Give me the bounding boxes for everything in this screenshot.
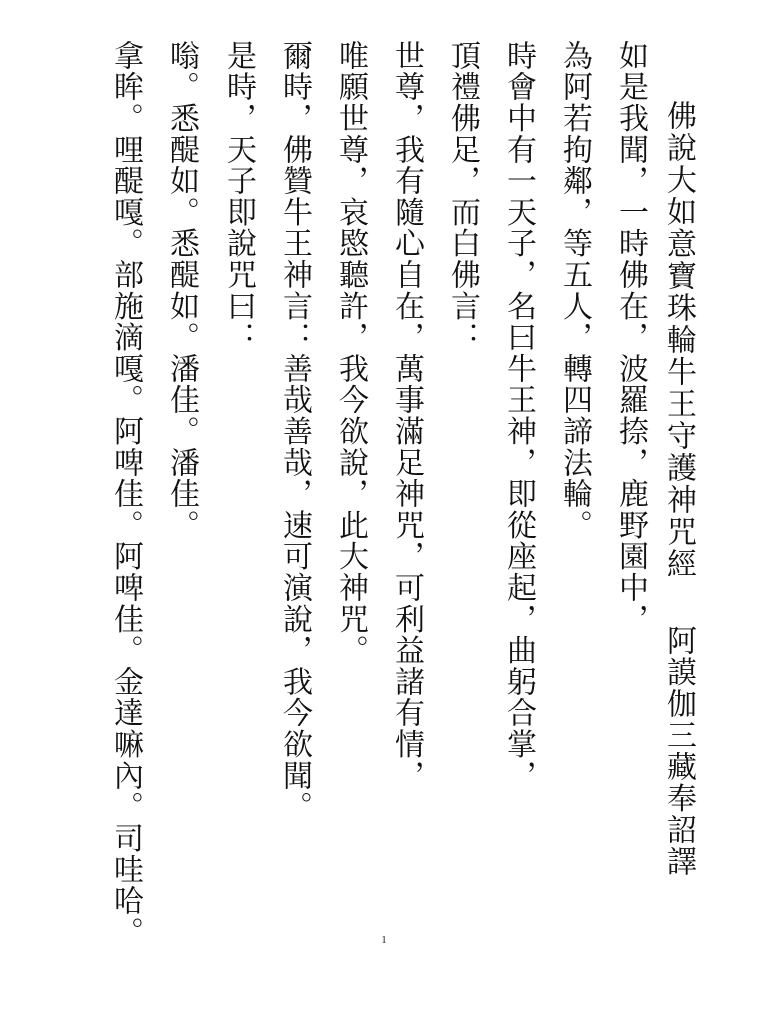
text-column: 爾時，佛贊牛王神言：善哉善哉，速可演說，我今欲聞。 bbox=[277, 40, 312, 823]
page-number: 1 bbox=[381, 934, 387, 946]
mantra-column: 嗡。悉醍如。悉醍如。潘佳。潘佳。 bbox=[164, 40, 199, 541]
sutra-title: 佛說大如意寶珠輪牛王守護神咒經 bbox=[661, 100, 696, 580]
text-column: 是時，天子即說咒曰： bbox=[221, 40, 256, 353]
text-column: 時會中有一天子，名曰牛王神，即從座起，曲躬合掌， bbox=[501, 40, 536, 792]
text-column: 如是我聞，一時佛在，波羅捺，鹿野園中， bbox=[613, 40, 648, 635]
text-column: 唯願世尊，哀愍聽許，我今欲說，此大神咒。 bbox=[333, 40, 368, 666]
mantra-column: 拿眸。哩醍嘎。部施滴嘎。阿啤佳。阿啤佳。金達嘛內。司哇哈。 bbox=[108, 40, 143, 948]
text-column: 頂禮佛足，而白佛言： bbox=[445, 40, 480, 353]
translator-credit: 阿謨伽三藏奉詔譯 bbox=[661, 625, 696, 877]
text-column: 為阿若拘鄰，等五人，轉四諦法輪。 bbox=[557, 40, 592, 541]
text-column: 世尊，我有隨心自在，萬事滿足神咒，可利益諸有情， bbox=[389, 40, 424, 792]
